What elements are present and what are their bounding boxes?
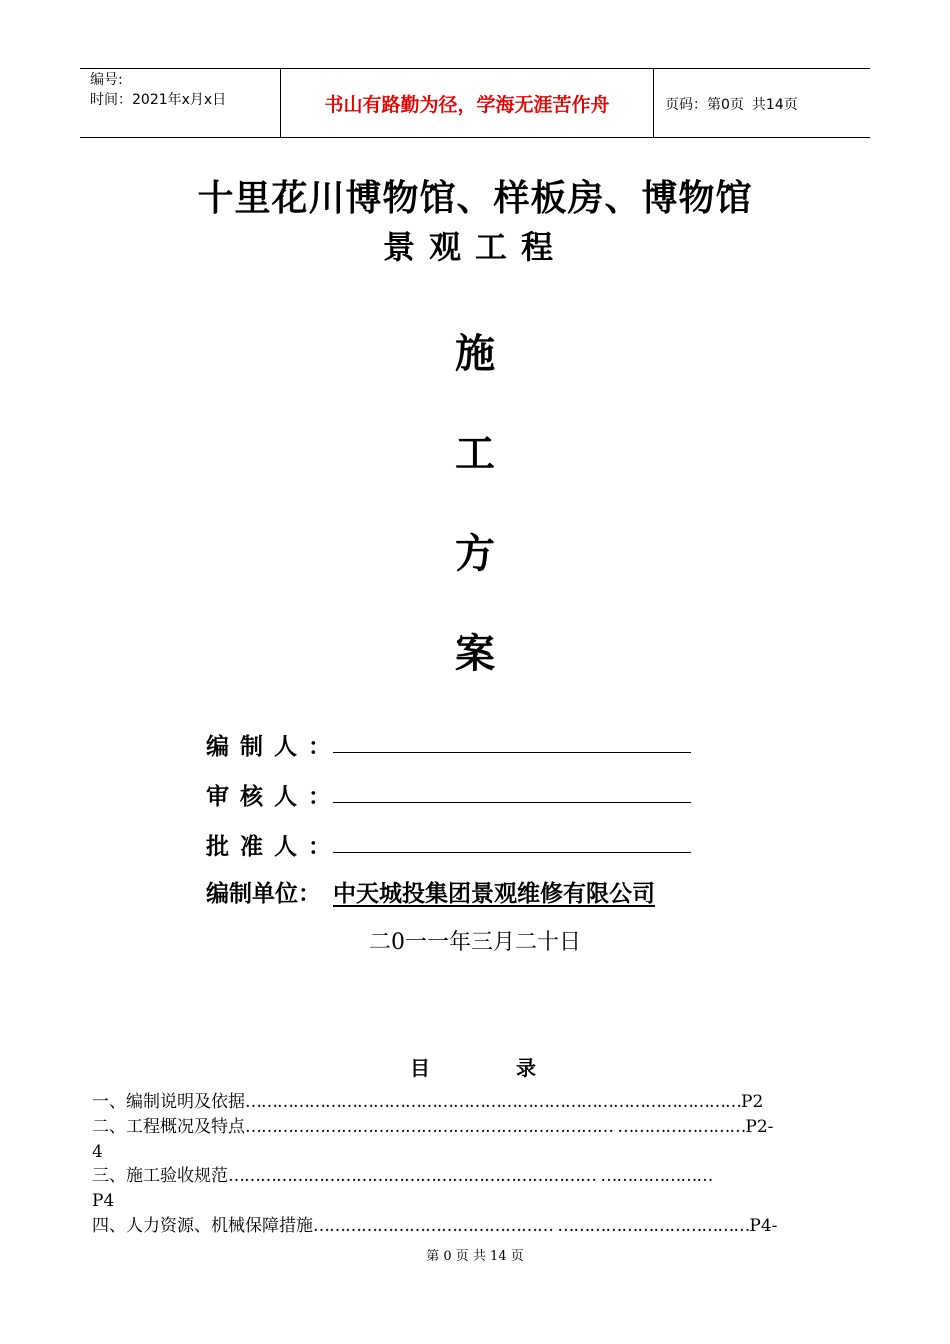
toc-item-text: 一、编制说明及依据	[92, 1092, 245, 1112]
page-info	[665, 94, 798, 114]
vertical-title-char: 方	[455, 531, 495, 577]
vertical-title-char: 工	[455, 431, 495, 477]
toc-title-left: 目	[410, 1056, 430, 1080]
toc-item-page: P2	[741, 1092, 764, 1112]
editor-label: 编制人：	[206, 734, 342, 760]
document-date: 二0一一年三月二十日	[369, 930, 581, 955]
toc-item-page: P2-	[745, 1117, 774, 1137]
approver-row	[206, 828, 342, 861]
page-label: 页码：第0页	[665, 97, 744, 113]
editor-row	[206, 728, 342, 761]
toc-item-text: 4	[92, 1142, 103, 1162]
document-title-line2: 景观工程	[382, 228, 567, 266]
editor-signature-line	[333, 752, 691, 753]
toc-title-right: 录	[516, 1056, 536, 1080]
reviewer-row	[206, 778, 342, 811]
document-title-line1: 十里花川博物馆、样板房、博物馆	[197, 178, 753, 219]
toc-item[interactable]	[92, 1164, 712, 1188]
toc-item-continuation	[92, 1189, 114, 1213]
reviewer-label: 审核人：	[206, 784, 342, 810]
toc-item[interactable]	[92, 1115, 773, 1139]
unit-value: 中天城投集团景观维修有限公司	[333, 881, 655, 907]
total-label: 共14页	[751, 97, 798, 113]
toc-item-text: P4	[92, 1191, 115, 1211]
toc-leader-dots: …………………………………………………………… ……………………	[245, 1117, 746, 1137]
time-label: 时间：2021年x月x日	[90, 92, 227, 108]
toc-item-text: 四、人力资源、机械保障措施	[92, 1216, 313, 1236]
unit-row	[206, 875, 321, 908]
reviewer-signature-line	[333, 802, 691, 803]
approver-signature-line	[333, 852, 691, 853]
toc-leader-dots: ……………………………………… ………………………………	[313, 1216, 750, 1236]
unit-label: 编制单位：	[206, 881, 321, 907]
vertical-title-char: 施	[455, 331, 495, 377]
approver-label: 批准人：	[206, 834, 342, 860]
header-meta-cell	[80, 69, 281, 137]
number-label: 编号:	[90, 72, 123, 88]
toc-item-text: 二、工程概况及特点	[92, 1117, 245, 1137]
toc-item[interactable]	[92, 1214, 777, 1238]
toc-leader-dots: …………………………………………………………… …………………	[228, 1166, 713, 1186]
toc-item[interactable]	[92, 1090, 763, 1114]
motto: 书山有路勤为径，学海无涯苦作舟	[281, 69, 654, 137]
toc-item-text: 三、施工验收规范	[92, 1166, 228, 1186]
header-table	[80, 68, 870, 138]
toc-item-page: P4-	[749, 1216, 778, 1236]
page-footer: 第 0 页 共 14 页	[426, 1249, 524, 1264]
toc-title	[410, 1052, 536, 1081]
vertical-title-char: 案	[455, 631, 495, 677]
toc-leader-dots: …………………………………………………………………………………	[245, 1092, 741, 1112]
toc-item-continuation	[92, 1140, 103, 1164]
